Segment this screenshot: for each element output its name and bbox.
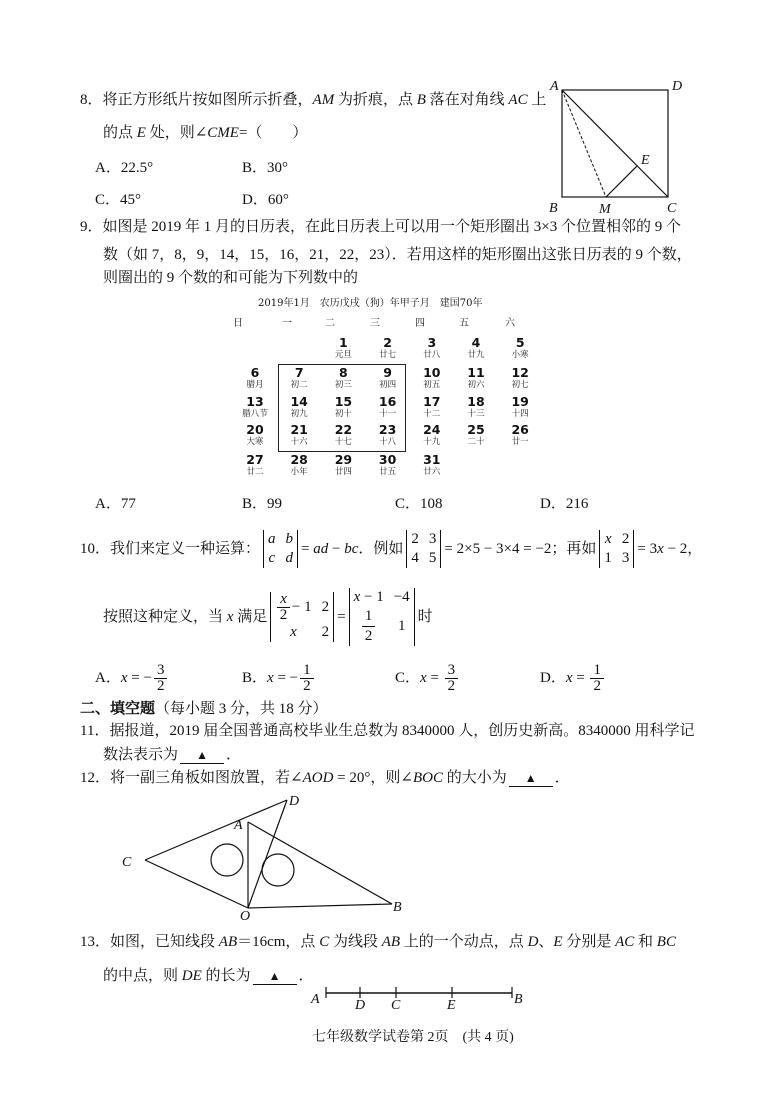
q8-folded-square-figure bbox=[548, 76, 688, 218]
q9-line-1 bbox=[80, 217, 681, 237]
calendar-day-number: 30 bbox=[378, 452, 397, 467]
label-b: B bbox=[393, 900, 402, 915]
calendar-day bbox=[279, 453, 319, 478]
q8-number: 8． bbox=[80, 92, 103, 108]
fraction-numerator: x bbox=[277, 592, 290, 608]
calendar-day-number: 11 bbox=[467, 365, 485, 380]
calendar-lunar-label: 初四 bbox=[379, 380, 397, 390]
calendar-day-number: 10 bbox=[423, 365, 441, 380]
calendar-day-number: 18 bbox=[467, 394, 485, 409]
fraction-numerator: 1 bbox=[300, 663, 314, 679]
option-label: B． bbox=[242, 496, 268, 512]
q8-var: AM bbox=[312, 92, 335, 108]
det-entry: 3 bbox=[428, 531, 437, 547]
q8-option-d bbox=[242, 190, 289, 210]
q10-text: − bbox=[328, 541, 345, 557]
calendar-day-number: 14 bbox=[290, 394, 308, 409]
q13-text: 如图，已知线段 bbox=[110, 934, 219, 950]
q12-text: = 20°，则∠ bbox=[333, 770, 413, 786]
det-var: x bbox=[353, 589, 361, 605]
fraction bbox=[277, 592, 290, 623]
label-c: C bbox=[667, 201, 677, 216]
label-a: A bbox=[311, 992, 320, 1007]
calendar-lunar-label: 初十 bbox=[334, 409, 352, 419]
det-entry: 3 bbox=[621, 550, 630, 566]
page-footer: 七年级数学试卷第 2页 (共 4 页) bbox=[312, 1030, 514, 1045]
section-title: 二、填空题 bbox=[80, 701, 156, 717]
q13-var: C bbox=[319, 934, 330, 950]
calendar-day bbox=[456, 423, 496, 448]
calendar-day bbox=[368, 453, 408, 478]
answer-blank: ▲ bbox=[253, 968, 297, 985]
fraction bbox=[590, 663, 604, 694]
det-entry: 2 bbox=[621, 531, 630, 547]
weekday-label: 二 bbox=[325, 318, 335, 329]
option-value: 22.5° bbox=[120, 160, 154, 176]
right-determinant bbox=[349, 588, 415, 646]
label-c: C bbox=[122, 855, 132, 870]
section-note: （每小题 3 分，共 18 分） bbox=[155, 701, 328, 717]
fraction-denominator: 2 bbox=[447, 677, 456, 694]
calendar-day-number: 26 bbox=[511, 422, 529, 437]
calendar-lunar-label: 廿二 bbox=[246, 467, 264, 477]
label-a: A bbox=[550, 79, 559, 94]
q8-option-b bbox=[242, 158, 288, 178]
definition-determinant bbox=[263, 530, 298, 568]
calendar-lunar-label: 十四 bbox=[511, 409, 529, 419]
option-label: C． bbox=[395, 670, 421, 686]
q10-var: ad bbox=[313, 541, 329, 557]
calendar-day-number: 5 bbox=[515, 335, 525, 350]
q9-option-a bbox=[95, 494, 136, 514]
calendar-day-number: 23 bbox=[378, 422, 397, 437]
calendar-lunar-label: 元旦 bbox=[334, 350, 352, 360]
q11-number: 11． bbox=[80, 723, 110, 739]
det-entry: −4 bbox=[393, 589, 410, 605]
calendar-day-number: 28 bbox=[290, 452, 308, 467]
q8-var: E bbox=[136, 125, 146, 141]
calendar-lunar-label: 初二 bbox=[290, 380, 308, 390]
q13-text: 的长为 bbox=[201, 968, 251, 984]
q12-set-squares-figure bbox=[120, 790, 410, 924]
q10-text: = 3 bbox=[637, 541, 658, 557]
diagonal-ac bbox=[562, 90, 668, 197]
q8-var: CME bbox=[207, 125, 239, 141]
q13-text: 的中点，则 bbox=[103, 968, 182, 984]
q9-text: 则圈出的 9 个数的和可能为下列数中的 bbox=[103, 270, 359, 286]
option-sign: − bbox=[143, 670, 152, 686]
det-entry: b bbox=[285, 531, 294, 547]
set-square-hole-left bbox=[211, 844, 243, 876]
q10-text: = bbox=[337, 609, 346, 625]
calendar-day bbox=[412, 453, 452, 478]
q8-text: 上 bbox=[527, 92, 547, 108]
calendar-day bbox=[412, 366, 452, 391]
option-label: D． bbox=[540, 496, 566, 512]
det-entry: x bbox=[604, 531, 612, 547]
calendar-day-number: 6 bbox=[250, 365, 260, 380]
calendar-day bbox=[500, 366, 540, 391]
q13-var: E bbox=[553, 934, 563, 950]
segment-me bbox=[606, 166, 637, 197]
option-label: A． bbox=[95, 670, 121, 686]
q8-var: B bbox=[416, 92, 426, 108]
option-label: A． bbox=[95, 160, 121, 176]
q10-text: 时 bbox=[417, 609, 433, 625]
calendar-lunar-label: 十一 bbox=[379, 409, 397, 419]
calendar-day-number: 17 bbox=[423, 394, 441, 409]
fraction-numerator: 1 bbox=[362, 607, 376, 627]
calendar-day-number: 25 bbox=[467, 422, 485, 437]
option-label: D． bbox=[540, 670, 566, 686]
calendar-day bbox=[323, 336, 363, 361]
q12-text: 将一副三角板如图放置，若∠ bbox=[110, 770, 303, 786]
q10-var: x bbox=[657, 541, 664, 557]
fraction bbox=[154, 663, 168, 694]
fraction-denominator: 2 bbox=[156, 677, 165, 694]
q11-line-1 bbox=[80, 721, 694, 741]
q12-text: 的大小为 bbox=[442, 770, 507, 786]
option-value: 108 bbox=[420, 496, 443, 512]
weekday-label: 六 bbox=[505, 318, 515, 329]
calendar-lunar-label: 廿一 bbox=[511, 437, 529, 447]
label-c: C bbox=[391, 998, 401, 1012]
det-entry bbox=[275, 592, 311, 623]
calendar-lunar-label: 初九 bbox=[290, 409, 308, 419]
calendar-day-number: 4 bbox=[471, 335, 481, 350]
set-square-hole-right bbox=[262, 854, 294, 886]
q13-text: 、 bbox=[538, 934, 554, 950]
calendar-day bbox=[500, 423, 540, 448]
fraction-numerator: 3 bbox=[154, 663, 168, 679]
calendar-day bbox=[235, 453, 275, 478]
calendar-day-number: 16 bbox=[378, 394, 397, 409]
option-value: 99 bbox=[267, 496, 283, 512]
calendar-day-number: 1 bbox=[339, 335, 348, 350]
calendar-day-number: 9 bbox=[383, 365, 392, 380]
q9-text: 如图是 2019 年 1 月的日历表，在此日历表上可以用一个矩形圈出 3×3 个位置相邻的 9 个 bbox=[102, 219, 681, 235]
calendar-lunar-label: 十九 bbox=[423, 437, 441, 447]
calendar-lunar-label: 十三 bbox=[467, 409, 485, 419]
calendar-lunar-label: 腊八节 bbox=[242, 409, 268, 419]
calendar-lunar-label: 十七 bbox=[334, 437, 352, 447]
q8-text: 处，则∠ bbox=[145, 125, 208, 141]
q10-text: 按照这种定义，当 bbox=[103, 609, 227, 625]
segment-co bbox=[145, 860, 248, 908]
q8-text: =（ ） bbox=[238, 125, 308, 141]
q12-var: AOD bbox=[302, 770, 334, 786]
option-eq: = bbox=[127, 670, 144, 686]
label-e: E bbox=[447, 998, 456, 1012]
second-example-determinant bbox=[599, 530, 634, 568]
q12-number: 12． bbox=[80, 770, 111, 786]
calendar-day-number: 3 bbox=[427, 335, 437, 350]
calendar-day-number: 15 bbox=[334, 394, 353, 409]
option-label: C． bbox=[395, 496, 421, 512]
calendar-lunar-label: 廿五 bbox=[379, 467, 397, 477]
det-entry: 1 bbox=[397, 618, 406, 634]
calendar-lunar-label: 小年 bbox=[290, 467, 308, 477]
q11-text: ． bbox=[226, 747, 242, 763]
calendar-lunar-label: 廿四 bbox=[334, 467, 352, 477]
fraction-denominator: 2 bbox=[593, 677, 601, 694]
calendar-day bbox=[456, 336, 496, 361]
calendar-title: 2019年1月 农历戊戌（狗）年甲子月 建国70年 bbox=[258, 298, 483, 309]
q10-line-1 bbox=[80, 529, 702, 569]
q13-number: 13． bbox=[80, 934, 111, 950]
q10-text: = 2×5 − 3×4 = −2；再如 bbox=[444, 541, 597, 557]
calendar-day-number: 19 bbox=[511, 394, 529, 409]
weekday-label: 四 bbox=[415, 318, 425, 329]
q11-text: 数法表示为 bbox=[103, 747, 179, 763]
label-d: D bbox=[355, 998, 366, 1012]
calendar-lunar-label: 腊月 bbox=[246, 380, 264, 390]
fraction bbox=[300, 663, 314, 694]
q13-var: AB bbox=[381, 934, 401, 950]
calendar-day-number: 2 bbox=[383, 335, 392, 350]
fraction-numerator: 1 bbox=[590, 663, 604, 679]
det-entry-tail: − 1 bbox=[291, 599, 312, 615]
q8-option-c bbox=[95, 190, 141, 210]
q8-var: AC bbox=[508, 92, 528, 108]
calendar-lunar-label: 大寒 bbox=[246, 437, 264, 447]
weekday-label: 五 bbox=[459, 318, 469, 329]
q10-number: 10． bbox=[80, 541, 111, 557]
calendar-day-number: 22 bbox=[334, 422, 353, 437]
option-var: x bbox=[267, 670, 274, 686]
det-entry-tail: − 1 bbox=[360, 589, 384, 605]
answer-blank: ▲ bbox=[180, 747, 224, 764]
option-eq: = bbox=[572, 670, 589, 686]
q13-var: DE bbox=[181, 968, 202, 984]
calendar-day bbox=[500, 395, 540, 420]
q13-line-2 bbox=[103, 966, 314, 986]
calendar-lunar-label: 廿八 bbox=[423, 350, 441, 360]
det-entry: 2 bbox=[321, 624, 330, 640]
calendar-lunar-label: 廿七 bbox=[379, 350, 397, 360]
calendar-day-number: 7 bbox=[294, 365, 304, 380]
q12-var: BOC bbox=[412, 770, 443, 786]
q13-text: 为线段 bbox=[329, 934, 382, 950]
calendar-lunar-label: 十六 bbox=[290, 437, 308, 447]
q13-text: 分别是 bbox=[562, 934, 616, 950]
calendar-lunar-label: 十八 bbox=[379, 437, 397, 447]
option-label: A． bbox=[95, 496, 121, 512]
fraction bbox=[445, 663, 459, 694]
q10-option-a bbox=[95, 660, 169, 696]
q10-text: = bbox=[301, 541, 314, 557]
segment-ob bbox=[248, 904, 392, 908]
weekday-label: 三 bbox=[370, 318, 380, 329]
option-var: x bbox=[565, 670, 573, 686]
q12-line bbox=[80, 768, 570, 788]
left-determinant bbox=[270, 592, 334, 642]
det-entry: 2 bbox=[321, 599, 330, 615]
q8-text: 将正方形纸片按如图所示折叠， bbox=[102, 92, 313, 108]
q9-option-d bbox=[540, 494, 588, 514]
option-value: 30° bbox=[267, 160, 289, 176]
weekday-label: 日 bbox=[233, 318, 243, 329]
calendar-day-number: 21 bbox=[290, 422, 308, 437]
q11-line-2 bbox=[103, 745, 241, 765]
calendar-lunar-label: 初五 bbox=[423, 380, 441, 390]
label-d: D bbox=[672, 79, 683, 94]
calendar-lunar-label: 初六 bbox=[467, 380, 485, 390]
q13-var: D bbox=[527, 934, 539, 950]
calendar-day bbox=[412, 395, 452, 420]
q10-text: 我们来定义一种运算： bbox=[110, 541, 261, 557]
option-label: C． bbox=[95, 192, 121, 208]
fraction-denominator: 2 bbox=[279, 607, 288, 623]
q13-text: ． bbox=[298, 968, 314, 984]
q9-text: 数（如 7，8，9，14，15，16，21，22，23）．若用这样的矩形圈出这张日历表的 9 个数， bbox=[103, 247, 692, 263]
q10-text: 满足 bbox=[233, 609, 268, 625]
option-label: D． bbox=[242, 192, 268, 208]
calendar-lunar-label: 廿九 bbox=[467, 350, 485, 360]
calendar-day-number: 13 bbox=[246, 394, 264, 409]
label-e: E bbox=[641, 153, 650, 168]
calendar-day-number: 8 bbox=[339, 365, 348, 380]
example-determinant bbox=[406, 530, 441, 568]
calendar-selection-rectangle bbox=[278, 364, 406, 452]
label-o: O bbox=[240, 909, 251, 924]
option-var: x bbox=[120, 670, 128, 686]
q9-option-b bbox=[242, 494, 282, 514]
option-value: 77 bbox=[120, 496, 136, 512]
calendar-day bbox=[323, 453, 363, 478]
calendar-day-number: 29 bbox=[334, 452, 353, 467]
calendar-day bbox=[235, 423, 275, 448]
option-var: x bbox=[420, 670, 427, 686]
q12-text: ． bbox=[554, 770, 570, 786]
calendar-lunar-label: 初三 bbox=[334, 380, 352, 390]
option-value: 216 bbox=[565, 496, 589, 512]
option-eq: = bbox=[426, 670, 443, 686]
label-a: A bbox=[234, 818, 243, 833]
section-2-heading bbox=[80, 699, 328, 719]
calendar-day bbox=[235, 366, 275, 391]
q8-text: 为折痕，点 bbox=[334, 92, 417, 108]
segment-cd bbox=[145, 800, 287, 860]
calendar-day-number: 24 bbox=[423, 422, 441, 437]
option-label: B． bbox=[242, 160, 268, 176]
calendar-day bbox=[412, 423, 452, 448]
q13-text: 和 bbox=[634, 934, 657, 950]
q13-text: 上的一个动点，点 bbox=[400, 934, 528, 950]
q10-var: bc bbox=[344, 541, 359, 557]
q10-text: − 2， bbox=[663, 541, 703, 557]
q8-text: 的点 bbox=[103, 125, 137, 141]
calendar-lunar-label: 初七 bbox=[511, 380, 529, 390]
q10-option-b bbox=[242, 660, 316, 696]
det-entry: a bbox=[268, 531, 276, 547]
q10-var: x bbox=[226, 609, 234, 625]
q10-text: ．例如 bbox=[358, 541, 404, 557]
q11-text: 据报道，2019 届全国普通高校毕业生总数为 8340000 人，创历史新高。8340000 用科学记 bbox=[109, 723, 695, 739]
det-entry bbox=[354, 588, 384, 607]
calendar-lunar-label: 十二 bbox=[423, 409, 441, 419]
det-entry: 4 bbox=[411, 550, 419, 566]
q8-option-a bbox=[95, 158, 153, 178]
label-b: B bbox=[514, 992, 523, 1007]
option-label: B． bbox=[242, 670, 268, 686]
q9-line-2 bbox=[103, 245, 692, 265]
option-eq: = bbox=[273, 670, 290, 686]
calendar-day bbox=[412, 336, 452, 361]
calendar-day-number: 20 bbox=[246, 422, 264, 437]
fraction-denominator: 2 bbox=[364, 628, 373, 644]
calendar-day bbox=[500, 336, 540, 361]
option-value: 45° bbox=[120, 192, 142, 208]
calendar-lunar-label: 小寒 bbox=[511, 350, 529, 360]
q13-var: AC bbox=[615, 934, 635, 950]
calendar-day-number: 27 bbox=[246, 452, 264, 467]
q13-line-1 bbox=[80, 932, 676, 952]
det-entry: x bbox=[290, 624, 297, 640]
calendar-day bbox=[368, 336, 408, 361]
label-b: B bbox=[549, 201, 558, 216]
det-entry: c bbox=[268, 550, 276, 566]
det-entry: 1 bbox=[604, 550, 612, 566]
q13-var: AB bbox=[218, 934, 238, 950]
calendar-lunar-label: 二十 bbox=[467, 437, 485, 447]
calendar-day bbox=[235, 395, 275, 420]
label-m: M bbox=[599, 202, 611, 217]
q9-number: 9． bbox=[80, 219, 103, 235]
fraction bbox=[362, 607, 376, 646]
q13-text: ＝16cm，点 bbox=[237, 934, 320, 950]
q9-option-c bbox=[395, 494, 443, 514]
weekday-label: 一 bbox=[282, 318, 292, 329]
fraction-denominator: 2 bbox=[303, 677, 311, 694]
calendar-day-number: 12 bbox=[511, 365, 529, 380]
q8-line-2 bbox=[103, 123, 307, 143]
det-entry: 2 bbox=[411, 531, 419, 547]
q13-var: BC bbox=[656, 934, 676, 950]
q10-option-d bbox=[540, 660, 606, 696]
calendar-day bbox=[456, 366, 496, 391]
segment-ab bbox=[248, 822, 392, 904]
q8-text: 落在对角线 bbox=[425, 92, 509, 108]
label-d: D bbox=[289, 794, 300, 809]
det-entry: d bbox=[285, 550, 294, 566]
fold-line-am bbox=[562, 90, 606, 197]
calendar-day-number: 31 bbox=[423, 452, 441, 467]
q9-line-3 bbox=[103, 268, 358, 288]
option-sign: − bbox=[289, 670, 299, 686]
answer-blank: ▲ bbox=[509, 770, 553, 787]
det-entry: 5 bbox=[428, 550, 437, 566]
q13-line-segment-figure bbox=[308, 984, 528, 1012]
calendar-figure bbox=[228, 296, 540, 478]
calendar-lunar-label: 廿六 bbox=[423, 467, 441, 477]
calendar-day bbox=[456, 395, 496, 420]
q10-line-2 bbox=[103, 588, 433, 646]
q8-line-1 bbox=[80, 90, 546, 110]
option-value: 60° bbox=[267, 192, 289, 208]
fraction-numerator: 3 bbox=[445, 663, 459, 679]
q10-option-c bbox=[395, 660, 460, 696]
